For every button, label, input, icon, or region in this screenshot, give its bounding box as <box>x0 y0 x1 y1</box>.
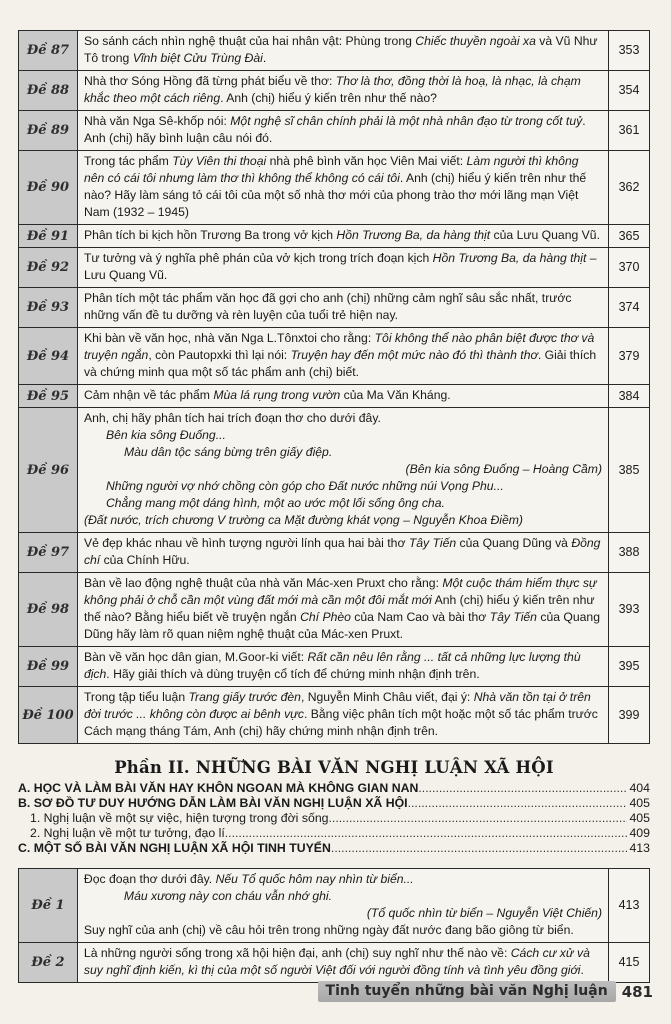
dot-leader <box>418 781 627 796</box>
toc-page <box>18 30 650 983</box>
exam-description <box>77 687 608 744</box>
exam-label: Đề 97 <box>19 533 78 573</box>
description-line <box>84 153 602 221</box>
description-line <box>84 73 602 107</box>
exam-description <box>77 328 608 385</box>
exam-label: Đề 100 <box>19 687 78 744</box>
page-ref: 393 <box>609 573 650 647</box>
page-ref: 388 <box>609 533 650 573</box>
page-ref: 365 <box>609 225 650 248</box>
plain-text: . Anh (chị) hãy bình luận câu nói đó. <box>83 114 586 145</box>
plain-text: Cảm nhận về tác phẩm <box>83 388 214 402</box>
quoted-text: Nhà văn tồn tại ở trên đời trước ... không còn được ai bênh vực <box>83 690 591 721</box>
dot-leader <box>331 841 628 856</box>
plain-text: Bàn về văn học dân gian, M.Goor-ki viết: <box>83 650 308 664</box>
exam-label: Đề 94 <box>19 328 78 385</box>
part2-title: Phần II. NHỮNG BÀI VĂN NGHỊ LUẬN XÃ HỘI <box>114 758 554 777</box>
exam-description <box>77 111 608 151</box>
quoted-text: Làm người thì không nên có cái tôi nhưng làm thơ thì không thể không có cái tôi <box>83 154 579 185</box>
dot-leader <box>225 826 628 841</box>
page-ref: 362 <box>609 151 650 225</box>
quoted-text: Bên kia sông Đuống... <box>105 428 226 442</box>
toc-row <box>19 288 650 328</box>
description-line <box>84 512 602 529</box>
plain-text: . Giải thích và chứng minh qua một số tác phẩm anh (chị) biết. <box>83 348 597 379</box>
exam-description <box>77 869 608 943</box>
entry-page: 404 <box>629 781 650 795</box>
exam-description <box>77 288 608 328</box>
page-ref: 370 <box>609 248 650 288</box>
toc-row <box>19 31 650 71</box>
toc-row <box>19 385 650 408</box>
dot-leader <box>408 796 628 811</box>
exam-description <box>77 385 608 408</box>
toc-row <box>19 248 650 288</box>
exam-label: Đề 93 <box>19 288 78 328</box>
toc-row <box>19 328 650 385</box>
page-ref: 361 <box>609 111 650 151</box>
plain-text: . <box>580 963 584 977</box>
quoted-text: Hồn Trương Ba, da hàng thịt <box>336 228 491 242</box>
toc-entry <box>18 826 650 841</box>
quoted-text: Chí Phèo <box>300 610 351 624</box>
quoted-text: Trang giấy trước đèn <box>188 690 301 704</box>
quoted-text: Mùa lá rụng trong vườn <box>213 388 341 402</box>
toc-row <box>19 533 650 573</box>
description-line <box>84 905 602 922</box>
description-line <box>84 888 602 905</box>
dot-leader <box>329 811 628 826</box>
quoted-text: Tây Tiến <box>408 536 457 550</box>
quoted-text: (Bên kia sông Đuống – Hoàng Cầm) <box>405 462 603 476</box>
exam-description <box>77 31 608 71</box>
quoted-text: Những người vợ nhớ chồng còn góp cho Đất nước những núi Vọng Phu... <box>105 479 504 493</box>
plain-text: Trong tập tiểu luận <box>83 690 189 704</box>
entry-page: 413 <box>629 841 650 855</box>
plain-text: Anh, chị hãy phân tích hai trích đoạn thơ cho dưới đây. <box>83 411 381 425</box>
entry-title: A. HỌC VÀ LÀM BÀI VĂN HAY KHÔN NGOAN MÀ KHÔNG GIAN NAN <box>18 781 419 795</box>
plain-text: . <box>262 51 267 65</box>
entry-title: C. MỘT SỐ BÀI VĂN NGHỊ LUẬN XÃ HỘI TINH TUYỂN <box>18 841 331 855</box>
plain-text: Là những người sống trong xã hội hiện đại, anh (chị) suy nghĩ như thế nào về: <box>83 946 511 960</box>
description-line <box>84 461 602 478</box>
page-ref: 415 <box>609 943 650 983</box>
quoted-text: Vĩnh biệt Cửu Trùng Đài <box>132 51 263 65</box>
page-ref: 385 <box>609 408 650 533</box>
description-line <box>84 330 602 381</box>
exam-label: Đề 96 <box>19 408 78 533</box>
plain-text: Tư tưởng và ý nghĩa phê phán của vở kịch trong trích đoạn kịch <box>83 251 433 265</box>
plain-text: . Bằng việc phân tích một hoặc một số tác phẩm trước Cách mạng tháng Tám, Anh (chị) hãy chứng minh nhận định trên. <box>83 707 598 738</box>
toc-row <box>19 151 650 225</box>
exam-description <box>77 225 608 248</box>
quoted-text: Rất cần nêu lên rằng ... tất cả những lực lượng thù địch <box>83 650 581 681</box>
quoted-text: (Tổ quốc nhìn từ biển – Nguyễn Việt Chiến) <box>366 906 603 920</box>
toc-row <box>19 647 650 687</box>
description-line <box>84 689 602 740</box>
description-line <box>84 495 602 512</box>
part1-table <box>18 30 650 744</box>
plain-text: của Ma Văn Kháng. <box>340 388 451 402</box>
description-line <box>84 387 602 404</box>
exam-description <box>77 533 608 573</box>
toc-row <box>19 111 650 151</box>
plain-text: Đọc đoạn thơ dưới đây. <box>83 872 213 886</box>
part2-table <box>18 868 650 983</box>
quoted-text: Truyện hay đến một mức nào đó thì thành thơ <box>290 348 538 362</box>
page-footer <box>318 981 653 1002</box>
plain-text: của Quang Dũng hãy làm rõ quan niệm nghệ thuật của Mác-xen Pruxt. <box>83 610 600 641</box>
quoted-text: Hồn Trương Ba, da hàng thịt <box>432 251 587 265</box>
entry-title: 1. Nghị luận về một sự việc, hiện tượng trong đời sống <box>30 811 329 825</box>
quoted-text: (Đất nước, trích chương V trường ca Mặt đường khát vọng – Nguyễn Khoa Điềm) <box>83 513 523 527</box>
exam-label: Đề 88 <box>19 71 78 111</box>
quoted-text: Máu xương này con cháu vẫn nhớ ghi. <box>123 889 333 903</box>
exam-description <box>77 573 608 647</box>
toc-row <box>19 869 650 943</box>
book-title: Tinh tuyển những bài văn Nghị luận <box>318 981 616 1002</box>
quoted-text: Chẳng mang một dáng hình, một ao ước một lối sống ông cha. <box>105 496 445 510</box>
exam-label: Đề 90 <box>19 151 78 225</box>
toc-row <box>19 573 650 647</box>
quoted-text: Tôi không thể nào phân biệt được thơ và truyện ngắn <box>83 331 595 362</box>
toc-entry <box>18 841 650 856</box>
plain-text: Suy nghĩ của anh (chị) về câu hỏi trên trong những ngày đất nước đang bão giông từ biển. <box>83 923 574 937</box>
page-ref: 395 <box>609 647 650 687</box>
plain-text: So sánh cách nhìn nghệ thuật của hai nhân vật: Phùng trong <box>83 34 416 48</box>
entry-title: B. SƠ ĐỒ TƯ DUY HƯỚNG DẪN LÀM BÀI VĂN NGHỊ LUẬN XÃ HỘI <box>18 796 408 810</box>
plain-text: . Anh (chị) hiểu ý kiến trên như thế nào? <box>220 91 437 105</box>
quoted-text: Thơ là thơ, đồng thời là hoạ, là nhạc, là chạm khắc theo một cách riêng <box>83 74 581 105</box>
toc-row <box>19 408 650 533</box>
page-ref: 354 <box>609 71 650 111</box>
page-ref: 353 <box>609 31 650 71</box>
quoted-text: Cách cư xử và suy nghĩ định kiến, kì thị của một số người Việt đối với người đồng tính và tình yêu đồng giới <box>83 946 590 977</box>
plain-text: , còn Pautopxki thì lại nói: <box>148 348 291 362</box>
description-line <box>84 575 602 643</box>
plain-text: . Anh (chị) hiểu ý kiến trên như thế nào? Hãy làm sáng tỏ cái tôi của một số nhà thơ mới của phong trào thơ mới lãng mạn Việt Nam (1932 – 1945) <box>83 171 587 219</box>
plain-text: nhà phê bình văn học Viên Mai viết: <box>266 154 467 168</box>
exam-label: Đề 87 <box>19 31 78 71</box>
page-ref: 379 <box>609 328 650 385</box>
plain-text: . Hãy giải thích và dùng truyện cổ tích để chứng minh nhận định trên. <box>106 667 480 681</box>
entry-page: 405 <box>629 796 650 810</box>
plain-text: Khi bàn về văn học, nhà văn Nga L.Tônxtoi cho rằng: <box>83 331 375 345</box>
quoted-text: Một nghệ sĩ chân chính phải là một nhà nhân đạo từ trong cốt tuỷ <box>230 114 583 128</box>
exam-label: Đề 95 <box>19 385 78 408</box>
toc-row <box>19 225 650 248</box>
description-line <box>84 33 602 67</box>
plain-text: của Nam Cao và bài thơ <box>350 610 490 624</box>
toc-entry <box>18 796 650 811</box>
quoted-text: Chiếc thuyền ngoài xa <box>415 34 536 48</box>
page-ref: 413 <box>609 869 650 943</box>
page-ref: 374 <box>609 288 650 328</box>
exam-label: Đề 2 <box>19 943 78 983</box>
toc-row <box>19 71 650 111</box>
description-line <box>84 945 602 979</box>
plain-text: Phân tích bi kịch hồn Trương Ba trong vở kịch <box>83 228 337 242</box>
quoted-text: Tùy Viên thi thoại <box>172 154 267 168</box>
description-line <box>84 290 602 324</box>
plain-text: Nhà văn Nga Sê-khốp nói: <box>83 114 231 128</box>
plain-text: , Nguyễn Minh Châu viết, đại ý: <box>300 690 474 704</box>
description-line <box>84 113 602 147</box>
entry-page: 405 <box>629 811 650 825</box>
quoted-text: Màu dân tộc sáng bừng trên giấy điệp. <box>123 445 333 459</box>
page-ref: 384 <box>609 385 650 408</box>
quoted-text: Tây Tiến <box>489 610 537 624</box>
entry-title: 2. Nghị luận về một tư tưởng, đạo lí <box>30 826 225 840</box>
toc-row <box>19 687 650 744</box>
plain-text: của Quang Dũng và <box>456 536 572 550</box>
exam-label: Đề 1 <box>19 869 78 943</box>
exam-description <box>77 71 608 111</box>
plain-text: Vẻ đẹp khác nhau về hình tượng người lính qua hai bài thơ <box>83 536 409 550</box>
description-line <box>84 478 602 495</box>
plain-text: Nhà thơ Sóng Hồng đã từng phát biểu về thơ: <box>83 74 336 88</box>
quoted-text: Đồng chí <box>83 536 601 567</box>
description-line <box>84 649 602 683</box>
description-line <box>84 871 602 888</box>
description-line <box>84 922 602 939</box>
exam-description <box>77 248 608 288</box>
exam-description <box>77 943 608 983</box>
exam-label: Đề 91 <box>19 225 78 248</box>
description-line <box>84 410 602 427</box>
exam-label: Đề 89 <box>19 111 78 151</box>
description-line <box>84 250 602 284</box>
quoted-text: Một cuộc thám hiểm thực sự không phải ở chỗ cần một vùng đất mới mà cần một đôi mắt mới <box>83 576 597 607</box>
plain-text: Trong tác phẩm <box>83 154 173 168</box>
page-ref: 399 <box>609 687 650 744</box>
exam-label: Đề 98 <box>19 573 78 647</box>
plain-text: Anh (chị) hiểu ý kiến trên như thế nào? Bằng hiểu biết về truyện ngắn <box>83 593 595 624</box>
exam-description <box>77 647 608 687</box>
plain-text: của Chính Hữu. <box>100 553 190 567</box>
toc-entry <box>18 811 650 826</box>
description-line <box>84 227 602 244</box>
description-line <box>84 444 602 461</box>
plain-text: Phân tích một tác phẩm văn học đã gợi cho anh (chị) những cảm nghĩ sâu sắc nhất, trước những vấn đề tu dưỡng và rèn luyện của tuổi trẻ hiện nay. <box>83 291 572 322</box>
toc-entry <box>18 781 650 796</box>
entry-page: 409 <box>629 826 650 840</box>
plain-text: Bàn về lao động nghệ thuật của nhà văn Mác-xen Pruxt cho rằng: <box>83 576 443 590</box>
description-line <box>84 427 602 444</box>
plain-text: của Lưu Quang Vũ. <box>490 228 600 242</box>
part2-entries <box>18 781 650 856</box>
exam-label: Đề 92 <box>19 248 78 288</box>
exam-label: Đề 99 <box>19 647 78 687</box>
page-number: 481 <box>621 982 653 1001</box>
plain-text: và Vũ Như Tô trong <box>83 34 598 65</box>
toc-row <box>19 943 650 983</box>
description-line <box>84 535 602 569</box>
exam-description <box>77 408 608 533</box>
plain-text: – Lưu Quang Vũ. <box>83 251 597 282</box>
exam-description <box>77 151 608 225</box>
quoted-text: Nếu Tổ quốc hôm nay nhìn từ biển... <box>212 872 414 886</box>
